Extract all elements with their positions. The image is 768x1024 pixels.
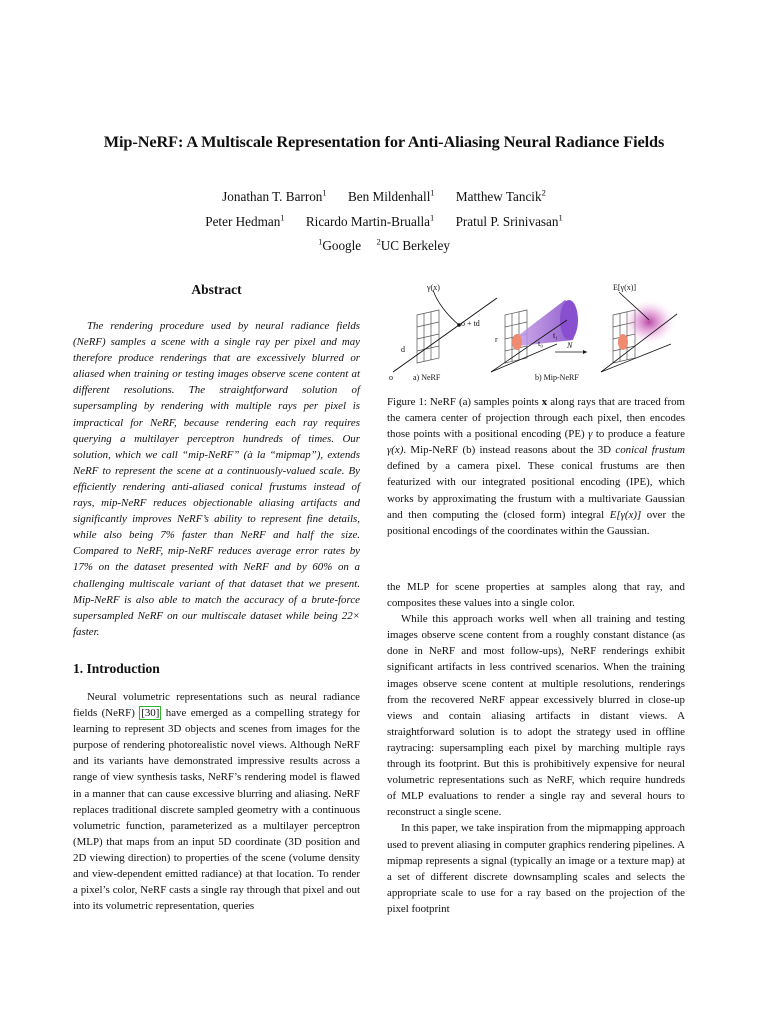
author: Jonathan T. Barron$^1$ (222, 188, 327, 205)
body-paragraph: In this paper, we take inspiration from the mipmapping approach used to prevent aliasing in computer graphics rendering pipelines. A mipmap represents a signal (typically an image or a texture map) at a set of different discrete downsampling scales and selects the appropriate scale to use for a ray based on the projection of the pixel footprint (387, 822, 685, 915)
o-label: o (389, 373, 393, 382)
citation-link[interactable]: [30] (141, 707, 160, 720)
r-label: r (495, 335, 498, 344)
ray-line (393, 298, 497, 372)
panel-a-label: a) NeRF (413, 373, 441, 382)
expectation-label: E[γ(x)] (613, 283, 637, 292)
panel-b-label: b) Mip-NeRF (535, 373, 579, 382)
author: Matthew Tancik$^2$ (455, 188, 546, 205)
body-paragraph: While this approach works well when all training and testing images observe scene content from a roughly constant distance (as done in NeRF and most follow-ups), NeRF renderings exhibit significant artifacts in less contrived scenarios. When the training images observe scene content at multiple resolutions, renderings from the recovered NeRF appear excessively blurred in close-up views and contain aliasing artifacts in distant views. A straightforward solution is to adopt the strategy used in offline raytracing: supersampling each pixel by marching multiple rays through its footprint. But this is prohibitively expensive for neural volumetric representations such as NeRF, which require hundreds of MLP evaluations to render a single ray and several hours to reconstruct a single scene. (387, 613, 685, 819)
panel-c-ipe (601, 283, 677, 372)
cone-edge (601, 344, 671, 372)
frustum-end (560, 300, 578, 340)
gaussian-blob (623, 300, 675, 344)
intro-paragraph: Neural volumetric representations such as neural radiance fields (NeRF) [30] have emerged as a compelling strategy for learning to represent 3D objects and scenes from images for the purpose of rendering photorealistic novel views. Although NeRF and its variants have demonstrated impressive results across a range of view synthesis tasks, NeRF’s rendering model is flawed in a manner that can cause excessive blurring and aliasing. NeRF replaces traditional discrete sampled geometry with a continuous volumetric function, parameterized as a multilayer perceptron (MLP) that maps from an input 5D coordinate (3D position and 2D viewing direction) to properties of the scene (volume density and view-dependent emitted radiance) at that location. To render a pixel’s color, NeRF casts a single ray through that pixel and out into its volumetric representation, queries (73, 691, 360, 913)
author-row-1 (0, 183, 768, 207)
panel-b-mipnerf (491, 300, 587, 382)
pixel-footprint (512, 334, 522, 350)
figure-1 (387, 280, 685, 390)
gamma-label: γ(x) (427, 283, 440, 292)
author-block (0, 183, 768, 256)
author-row-2 (0, 207, 768, 231)
right-column-body (387, 579, 685, 917)
abstract-heading: Abstract (191, 282, 242, 297)
author: Pratul P. Srinivasan$^1$ (455, 212, 563, 229)
pixel-grid (417, 310, 439, 363)
t0-label: t₀ (538, 339, 544, 348)
t1-label: t₁ (553, 331, 559, 340)
affiliation: $^1$Google (318, 236, 362, 254)
author: Peter Hedman$^1$ (205, 212, 285, 229)
panel-a-nerf (389, 283, 497, 382)
pixel-footprint (618, 334, 628, 350)
ray-label: o + td (461, 319, 480, 328)
author: Ben Mildenhall$^1$ (347, 188, 435, 205)
paper-title: Mip-NeRF: A Multiscale Representation for Anti-Aliasing Neural Radiance Fields (103, 132, 665, 151)
figure-caption: Figure 1: NeRF (a) samples points x along rays that are traced from the camera center of projection through each pixel, then encodes those points with a positional encoding (PE) γ to produce a feature γ(x). Mip-NeRF (b) instead reasons about the 3D conical frustum defined by a camera pixel. These conical frustums are then featurized with our integrated positional encoding (IPE), which works by approximating the frustum with a multivariate Gaussian and then computing the (closed form) integral E[γ(x)] over the positional encodings of the coordinates within the Gaussian. (387, 396, 686, 537)
affiliation: $^2$UC Berkeley (376, 236, 450, 254)
author: Ricardo Martin-Brualla$^1$ (305, 212, 435, 229)
d-label: d (401, 345, 405, 354)
figure-1-diagram (387, 280, 685, 390)
body-paragraph: the MLP for scene properties at samples along that ray, and composites these values into a single color. (387, 581, 685, 610)
section-heading: 1. Introduction (73, 661, 160, 676)
n-label: N (567, 341, 573, 350)
encoding-arrow (433, 290, 459, 325)
arrow-head (583, 350, 587, 354)
affiliation-row (0, 232, 768, 256)
cone-edge (491, 344, 557, 372)
abstract-text: The rendering procedure used by neural radiance fields (NeRF) samples a scene with a single ray per pixel and may therefore produce renderings that are excessively blurred or aliased when training or testing images observe scene content at different resolutions. The straightforward solution of supersampling by rendering with multiple rays per pixel is impractical for NeRF, because rendering each ray requires querying a multilayer perceptron hundreds of times. Our solution, which we call “mip-NeRF” (à la “mipmap”), extends NeRF to represent the scene at a continuously-valued scale. By efficiently rendering anti-aliased conical frustums instead of rays, mip-NeRF reduces objectionable aliasing artifacts and significantly improves NeRF’s ability to represent fine details, while also being 7% faster than NeRF and half the size. Compared to NeRF, mip-NeRF reduces average error rates by 17% on the dataset presented with NeRF and by 60% on a challenging multiscale variant of that dataset that we present. Mip-NeRF is also able to match the accuracy of a brute-force supersampled NeRF on our multiscale dataset while being 22× faster. (73, 320, 360, 638)
